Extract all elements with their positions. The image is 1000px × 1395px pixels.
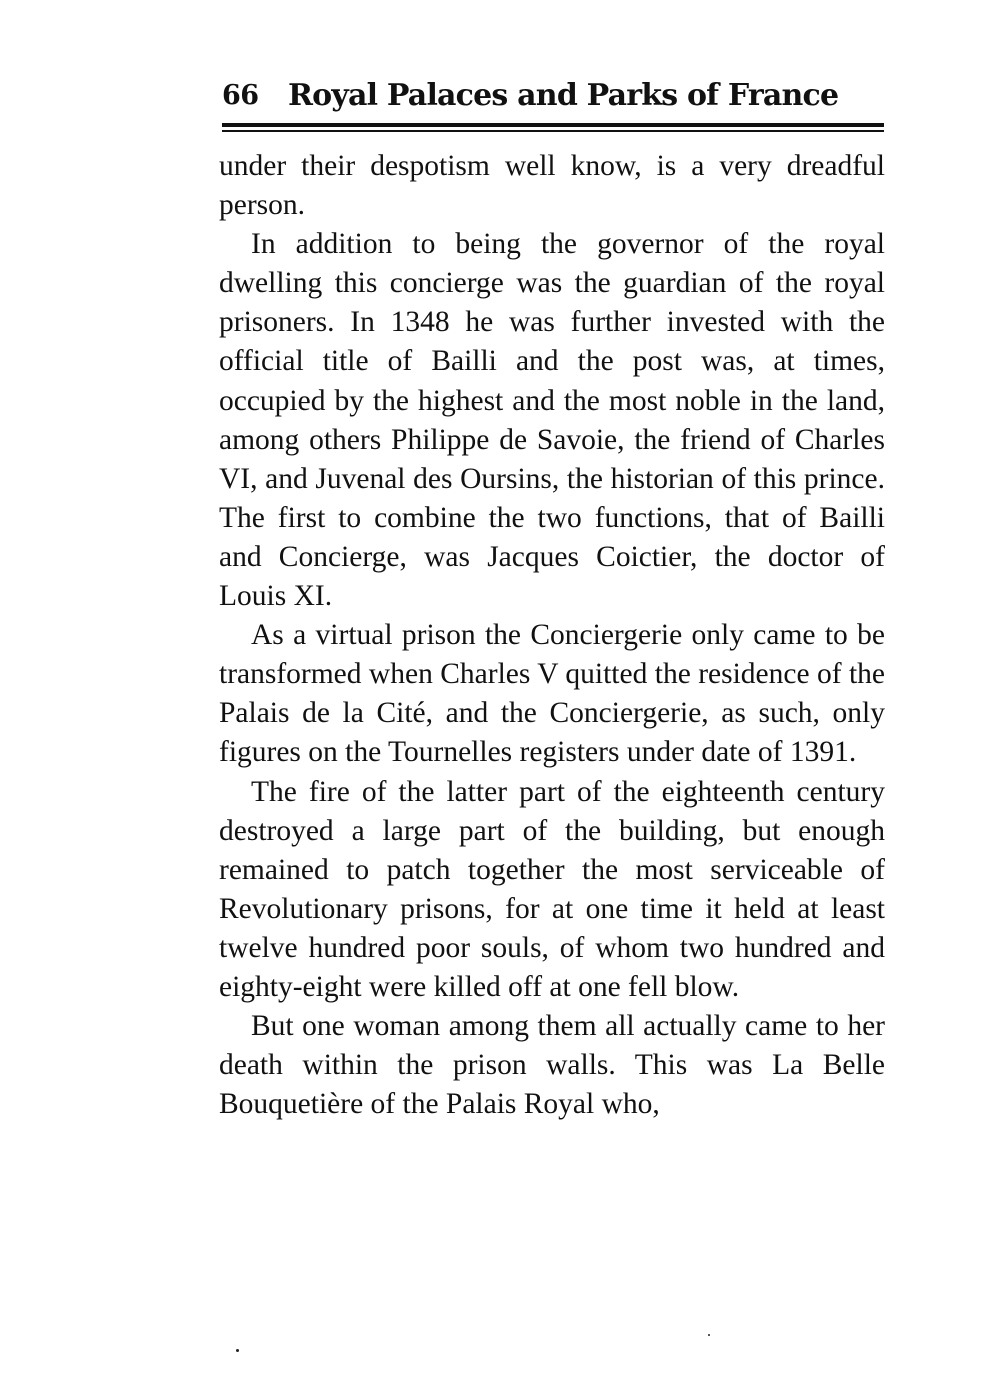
page-number: 66	[222, 80, 259, 111]
scan-speck	[708, 1334, 710, 1336]
paragraph-1: under their despotism well know, is a very dreadful person.	[219, 150, 885, 222]
paragraph-4: The fire of the latter part of the eighteenth century destroyed a large part of the building, but enough remained to patch together the most serviceable of Revolutionary prisons, for at one time it held at least twelve hundred poor souls, of whom two hundred and eighty-eight were killed off at one fell blow.	[219, 775, 885, 1003]
running-head	[222, 76, 884, 120]
scan-speck	[236, 1349, 239, 1352]
body-text	[219, 147, 885, 1124]
paragraph-3: As a virtual prison the Conciergerie only came to be transformed when Charles V quitted the residence of the Palais de la Cité, and the Conciergerie, as such, only figures on the Tournelles registers under date of 1391.	[219, 619, 885, 769]
paragraph-2: In addition to being the governor of the royal dwelling this concierge was the guardian of the royal prisoners. In 1348 he was further invested with the official title of Bailli and the post was, at times, occupied by the highest and the most noble in the land, among others Philippe de Savoie, the friend of Charles VI, and Juvenal des Oursins, the historian of this prince. The first to combine the two functions, that of Bailli and Concierge, was Jacques Coictier, the doctor of Louis XI.	[219, 228, 885, 613]
running-title: Royal Palaces and Parks of France	[288, 78, 839, 113]
header-rule-thin	[222, 130, 884, 132]
paragraph-5: But one woman among them all actually came to her death within the prison walls. This was La Belle Bouquetière of the Palais Royal who,	[219, 1010, 885, 1121]
header-rule-thick	[222, 123, 884, 127]
